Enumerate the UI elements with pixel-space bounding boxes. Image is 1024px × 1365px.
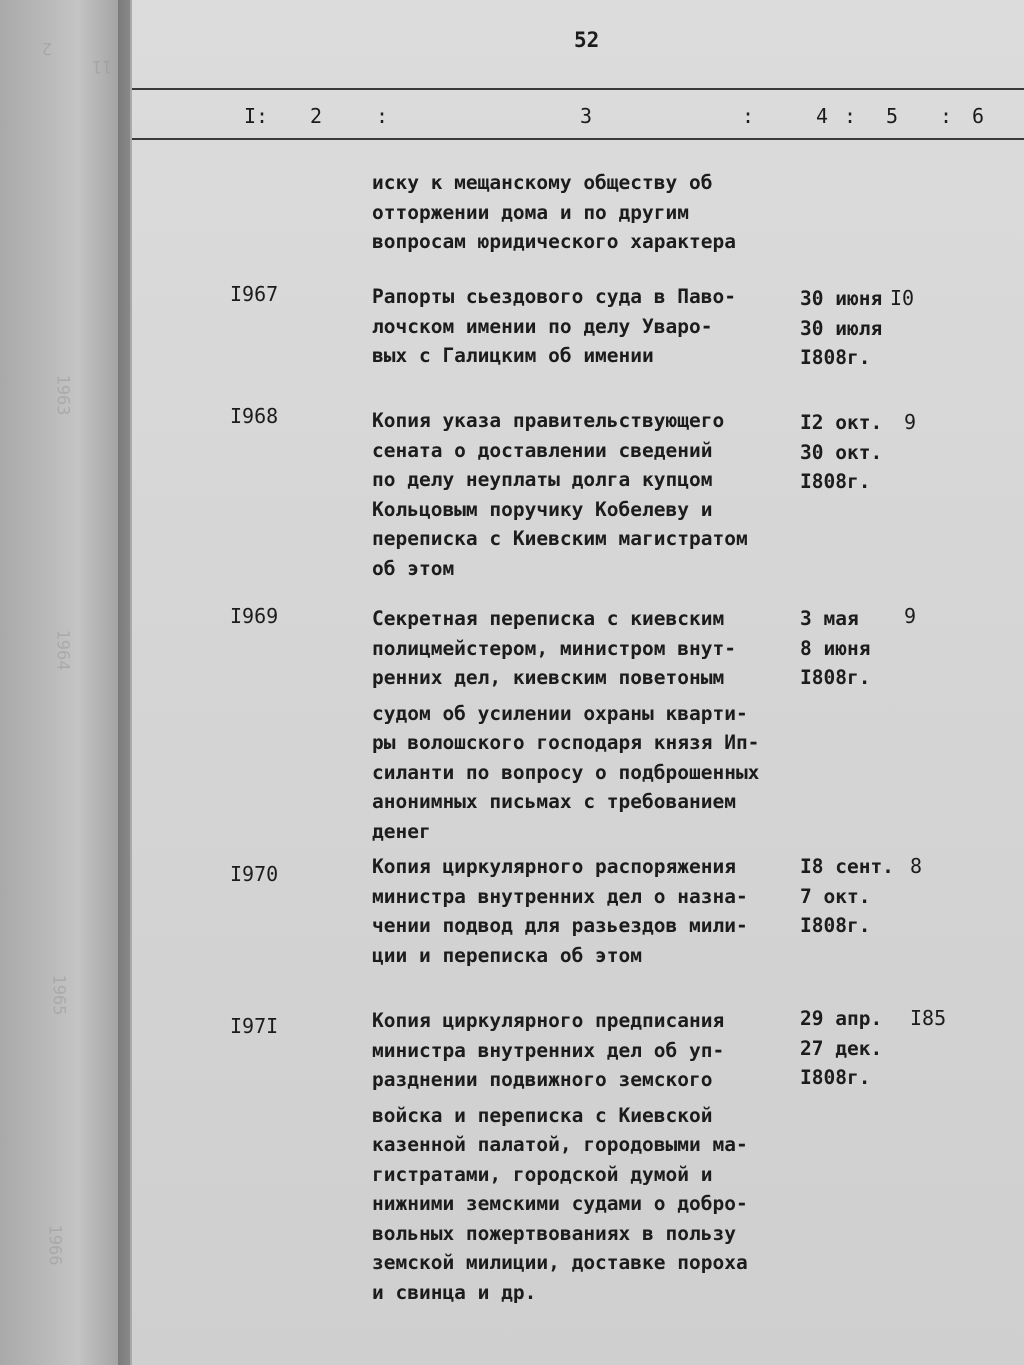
column-4-label: 4 xyxy=(816,104,829,128)
text-line: нижними земскими судами о добро- xyxy=(372,1192,748,1215)
date-end: 27 дек. xyxy=(800,1036,883,1060)
date-start: I2 окт. xyxy=(800,411,883,434)
column-2-label: 2 xyxy=(310,104,323,128)
column-separator: : xyxy=(940,104,953,128)
text-line: вопросам юридического характера xyxy=(372,230,736,253)
text-line: сената о доставлении сведений xyxy=(372,438,713,462)
corner-mark: 2 xyxy=(42,38,53,58)
margin-number: 1965 xyxy=(48,974,69,1016)
entry-dates xyxy=(800,408,882,497)
text-line: министра внутренних дел об уп- xyxy=(372,1038,725,1062)
date-end: 7 окт. xyxy=(800,884,871,908)
margin-number: 1964 xyxy=(52,629,73,671)
entry-description xyxy=(372,852,792,970)
entry-description xyxy=(372,1006,792,1307)
entry-sheet-count: I85 xyxy=(910,1006,947,1030)
date-end: 8 июня xyxy=(800,636,871,660)
column-separator: : xyxy=(844,104,857,128)
text-line: иску к мещанскому обществу об xyxy=(372,171,713,194)
text-line: Секретная переписка с киевским xyxy=(372,607,725,630)
entry-number: I970 xyxy=(230,862,279,886)
text-line: по делу неуплаты долга купцом xyxy=(372,468,713,491)
text-line: и свинца и др. xyxy=(372,1280,537,1304)
column-1-label: I: xyxy=(244,104,269,128)
text-line: земской милиции, доставке пороха xyxy=(372,1251,748,1274)
text-line: вых с Галицким об имении xyxy=(372,344,654,367)
text-line: переписка с Киевским магистратом xyxy=(372,527,748,550)
entry-description xyxy=(372,406,792,583)
corner-mark: 11 xyxy=(92,56,113,76)
text-line: Кольцовым поручику Кобелеву и xyxy=(372,497,713,521)
page-number: 52 xyxy=(574,28,600,52)
date-start: 3 мая xyxy=(800,607,859,630)
date-year: I808г. xyxy=(800,470,871,493)
entry-number: I97I xyxy=(230,1014,279,1038)
text-line: об этом xyxy=(372,556,455,580)
text-line: лочском имении по делу Уваро- xyxy=(372,314,713,338)
entry-number: I969 xyxy=(230,604,279,628)
text-line: полицмейстером, министром внут- xyxy=(372,636,736,660)
text-line: судом об усилении охраны кварти- xyxy=(372,701,748,725)
text-line: разднении подвижного земского xyxy=(372,1068,713,1091)
text-line: анонимных письмах с требованием xyxy=(372,790,736,813)
margin-number: 1963 xyxy=(52,374,73,416)
header-top-rule xyxy=(132,88,1024,90)
column-header xyxy=(132,104,1024,132)
entry-sheet-count: 8 xyxy=(910,854,923,878)
entry-dates xyxy=(800,604,870,693)
date-year: I808г. xyxy=(800,1066,871,1089)
entry-number: I967 xyxy=(230,282,279,306)
date-start: 29 апр. xyxy=(800,1007,883,1030)
column-3-label: 3 xyxy=(580,104,593,128)
column-separator: : xyxy=(742,104,755,128)
text-line: ции и переписка об этом xyxy=(372,943,643,967)
text-line: Копия циркулярного предписания xyxy=(372,1009,725,1032)
margin-number: 1966 xyxy=(44,1224,65,1266)
date-end: 30 окт. xyxy=(800,440,883,464)
column-5-label: 5 xyxy=(886,104,899,128)
text-line: ренних дел, киевским поветоным xyxy=(372,666,725,689)
date-year: I808г. xyxy=(800,914,871,937)
text-line: Копия указа правительствующего xyxy=(372,409,725,432)
entry-dates xyxy=(800,284,882,373)
entry-description xyxy=(372,282,792,371)
column-separator: : xyxy=(376,104,389,128)
entry-sheet-count: I0 xyxy=(890,286,915,310)
text-line: войска и переписка с Киевской xyxy=(372,1103,713,1127)
text-line: вольных пожертвованиях в пользу xyxy=(372,1221,736,1245)
continuation-text xyxy=(372,168,792,257)
entry-number: I968 xyxy=(230,404,279,428)
date-start: 30 июня xyxy=(800,287,883,310)
text-line: отторжении дома и по другим xyxy=(372,200,689,224)
text-line: чении подвод для разьездов мили- xyxy=(372,914,748,937)
text-line: силанти по вопросу о подброшенных xyxy=(372,760,760,784)
column-6-label: 6 xyxy=(972,104,985,128)
entry-sheet-count: 9 xyxy=(904,410,917,434)
entry-dates xyxy=(800,1004,882,1093)
entry-sheet-count: 9 xyxy=(904,604,917,628)
text-line: Рапорты сьездового суда в Паво- xyxy=(372,285,736,308)
date-year: I808г. xyxy=(800,666,871,689)
date-end: 30 июля xyxy=(800,316,883,340)
date-year: I808г. xyxy=(800,346,871,369)
document-page xyxy=(132,0,1024,1365)
entry-dates xyxy=(800,852,894,941)
text-line: гистратами, городской думой и xyxy=(372,1162,713,1186)
header-bottom-rule xyxy=(132,138,1024,140)
text-line: денег xyxy=(372,819,431,843)
text-line: министра внутренних дел о назна- xyxy=(372,884,748,908)
entry-description xyxy=(372,604,792,846)
facing-page xyxy=(0,0,130,1365)
text-line: Копия циркулярного распоряжения xyxy=(372,855,736,878)
text-line: казенной палатой, городовыми ма- xyxy=(372,1133,748,1156)
date-start: I8 сент. xyxy=(800,855,894,878)
text-line: ры волошского господаря князя Ип- xyxy=(372,731,760,754)
